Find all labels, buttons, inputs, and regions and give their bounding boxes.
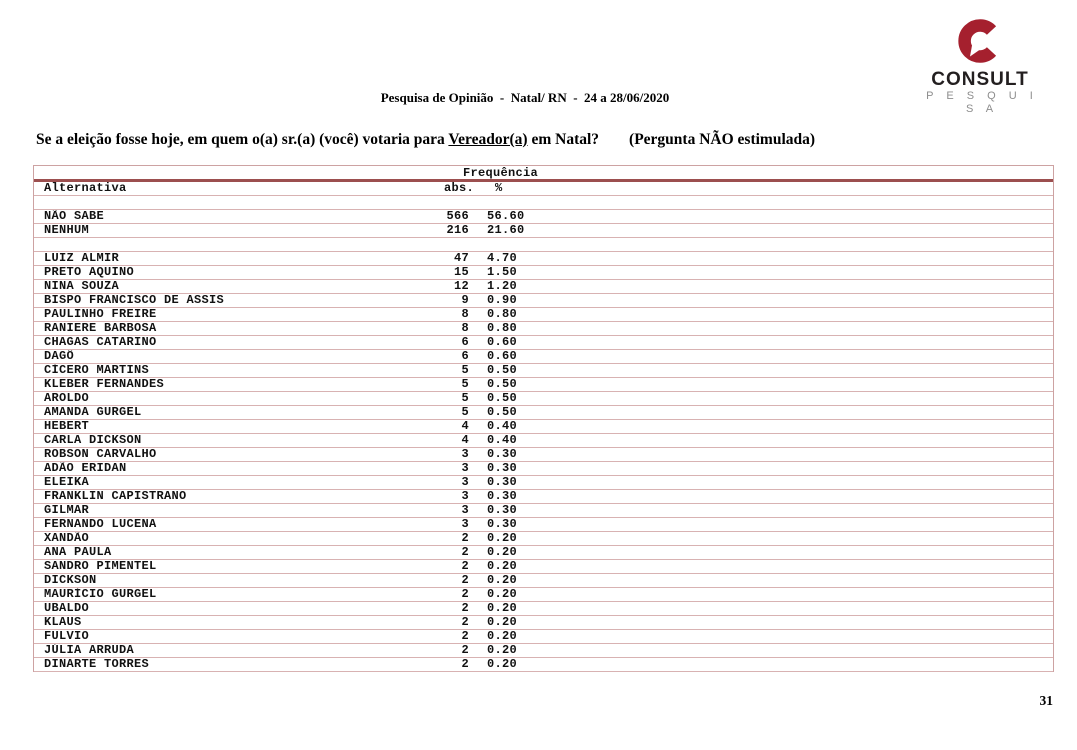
row-pct-value: 0.20 — [487, 657, 518, 671]
row-label: JÚLIA ARRUDA — [44, 644, 135, 657]
row-abs-value: 4 — [461, 419, 469, 433]
row-pct-value: 0.20 — [487, 545, 518, 559]
table-row — [34, 588, 1053, 602]
row-abs-value: 47 — [453, 251, 469, 265]
row-label: CHAGAS CATARINO — [44, 336, 157, 349]
column-group-frequencia: Frequência — [462, 165, 538, 180]
row-pct-value: 1.50 — [487, 265, 518, 279]
table-row — [34, 546, 1053, 560]
row-abs-value: 566 — [446, 209, 469, 223]
column-header-pct: % — [495, 181, 503, 195]
row-label: AROLDO — [44, 392, 90, 405]
row-pct-value: 0.60 — [487, 335, 518, 349]
table-row — [34, 238, 1053, 252]
row-pct-value: 0.20 — [487, 531, 518, 545]
row-label: ROBSON CARVALHO — [44, 448, 157, 461]
row-abs-value: 8 — [461, 321, 469, 335]
row-abs-value: 2 — [461, 531, 469, 545]
table-row — [34, 490, 1053, 504]
table-row — [34, 196, 1053, 210]
table-row — [34, 336, 1053, 350]
row-abs-value: 4 — [461, 433, 469, 447]
row-abs-value: 6 — [461, 349, 469, 363]
table-row — [34, 308, 1053, 322]
question-prefix: Se a eleição fosse hoje, em quem o(a) sr.(a) (você) votaria para — [36, 131, 449, 148]
row-pct-value: 0.60 — [487, 349, 518, 363]
row-label: ELEIKA — [44, 476, 90, 489]
row-label: PAULINHO FREIRE — [44, 308, 157, 321]
survey-question — [36, 131, 1041, 149]
row-label: ADÃO ERIDAN — [44, 462, 127, 475]
row-label: XANDÃO — [44, 532, 90, 545]
row-pct-value: 0.40 — [487, 433, 518, 447]
page-number: 31 — [1039, 693, 1053, 708]
row-abs-value: 5 — [461, 391, 469, 405]
row-label: CÍCERO MARTINS — [44, 364, 150, 377]
row-pct-value: 0.20 — [487, 629, 518, 643]
row-label: FULVIO — [44, 630, 90, 643]
row-abs-value: 2 — [461, 545, 469, 559]
speech-bubble-c-icon — [955, 14, 1005, 70]
row-label: NINA SOUZA — [44, 280, 120, 293]
table-row — [34, 630, 1053, 644]
question-office: Vereador(a) — [448, 131, 528, 148]
column-header-alternativa: Alternativa — [44, 182, 127, 195]
row-pct-value: 0.50 — [487, 391, 518, 405]
row-pct-value: 0.30 — [487, 489, 518, 503]
row-abs-value: 2 — [461, 559, 469, 573]
row-label: KLAUS — [44, 616, 82, 629]
table-row — [34, 462, 1053, 476]
row-pct-value: 0.30 — [487, 503, 518, 517]
row-abs-value: 2 — [461, 587, 469, 601]
row-abs-value: 5 — [461, 405, 469, 419]
row-pct-value: 0.40 — [487, 419, 518, 433]
row-pct-value: 0.20 — [487, 643, 518, 657]
table-row — [34, 322, 1053, 336]
table-row — [34, 224, 1053, 238]
row-label: FRANKLIN CAPISTRANO — [44, 490, 187, 503]
row-abs-value: 9 — [461, 293, 469, 307]
row-abs-value: 15 — [453, 265, 469, 279]
row-pct-value: 0.30 — [487, 461, 518, 475]
row-pct-value: 0.20 — [487, 587, 518, 601]
table-rows — [34, 196, 1053, 672]
table-row — [34, 294, 1053, 308]
row-abs-value: 2 — [461, 573, 469, 587]
row-pct-value: 0.50 — [487, 377, 518, 391]
row-abs-value: 3 — [461, 517, 469, 531]
row-pct-value: 0.20 — [487, 615, 518, 629]
row-pct-value: 56.60 — [487, 209, 525, 223]
table-row — [34, 350, 1053, 364]
row-pct-value: 21.60 — [487, 223, 525, 237]
row-label: BISPO FRANCISCO DE ASSIS — [44, 294, 225, 307]
table-row — [34, 658, 1053, 672]
row-pct-value: 0.80 — [487, 307, 518, 321]
row-label: FERNANDO LUCENA — [44, 518, 157, 531]
table-row — [34, 644, 1053, 658]
table-column-header-row — [34, 182, 1053, 196]
row-label: UBALDO — [44, 602, 90, 615]
table-row — [34, 448, 1053, 462]
row-pct-value: 4.70 — [487, 251, 518, 265]
row-pct-value: 0.20 — [487, 573, 518, 587]
row-pct-value: 0.80 — [487, 321, 518, 335]
question-suffix: em Natal? — [527, 131, 600, 148]
row-pct-value: 0.30 — [487, 447, 518, 461]
row-pct-value: 0.50 — [487, 405, 518, 419]
row-label: DINARTE TORRES — [44, 658, 150, 671]
row-abs-value: 5 — [461, 363, 469, 377]
row-label: NENHUM — [44, 224, 90, 237]
table-row — [34, 280, 1053, 294]
table-row — [34, 252, 1053, 266]
table-row — [34, 616, 1053, 630]
row-abs-value: 3 — [461, 461, 469, 475]
row-pct-value: 1.20 — [487, 279, 518, 293]
row-label: SANDRO PIMENTEL — [44, 560, 157, 573]
table-row — [34, 434, 1053, 448]
row-abs-value: 12 — [453, 279, 469, 293]
row-abs-value: 2 — [461, 629, 469, 643]
row-abs-value: 2 — [461, 615, 469, 629]
frequency-table — [33, 165, 1054, 672]
row-pct-value: 0.30 — [487, 517, 518, 531]
row-abs-value: 2 — [461, 601, 469, 615]
row-label: ANA PAULA — [44, 546, 112, 559]
consult-logo — [918, 14, 1042, 116]
row-abs-value: 3 — [461, 503, 469, 517]
row-abs-value: 2 — [461, 643, 469, 657]
row-abs-value: 8 — [461, 307, 469, 321]
question-note: (Pergunta NÃO estimulada) — [629, 131, 816, 148]
row-pct-value: 0.50 — [487, 363, 518, 377]
page-title: Pesquisa de Opinião - Natal/ RN - 24 a 28/06/2020 — [380, 90, 670, 105]
row-label: NÃO SABE — [44, 210, 105, 223]
table-row — [34, 210, 1053, 224]
row-label: GILMAR — [44, 504, 90, 517]
table-row — [34, 602, 1053, 616]
row-label: KLEBER FERNANDES — [44, 378, 165, 391]
row-label: RANIERE BARBOSA — [44, 322, 157, 335]
row-abs-value: 3 — [461, 475, 469, 489]
table-row — [34, 518, 1053, 532]
table-row — [34, 392, 1053, 406]
table-row — [34, 574, 1053, 588]
row-label: DICKSON — [44, 574, 97, 587]
row-abs-value: 6 — [461, 335, 469, 349]
row-pct-value: 0.20 — [487, 559, 518, 573]
table-row — [34, 378, 1053, 392]
logo-subtitle: P E S Q U I S A — [926, 90, 1038, 115]
row-pct-value: 0.90 — [487, 293, 518, 307]
logo-name: CONSULT — [931, 69, 1029, 90]
row-abs-value: 2 — [461, 657, 469, 671]
row-pct-value: 0.30 — [487, 475, 518, 489]
row-abs-value: 3 — [461, 447, 469, 461]
table-row — [34, 476, 1053, 490]
row-label: PRETO AQUINO — [44, 266, 135, 279]
row-label: CARLA DICKSON — [44, 434, 142, 447]
table-row — [34, 504, 1053, 518]
row-abs-value: 5 — [461, 377, 469, 391]
row-label: DAGÔ — [44, 350, 75, 363]
row-label: AMANDA GURGEL — [44, 406, 142, 419]
row-abs-value: 3 — [461, 489, 469, 503]
table-row — [34, 406, 1053, 420]
row-label: MAURÍCIO GURGEL — [44, 588, 157, 601]
row-label: LUIZ ALMIR — [44, 252, 120, 265]
table-row — [34, 420, 1053, 434]
row-pct-value: 0.20 — [487, 601, 518, 615]
column-header-abs: abs. — [444, 181, 475, 195]
row-label: HEBERT — [44, 420, 90, 433]
table-row — [34, 266, 1053, 280]
table-header-group-row — [34, 166, 1053, 182]
row-abs-value: 216 — [446, 223, 469, 237]
table-row — [34, 364, 1053, 378]
table-row — [34, 560, 1053, 574]
table-row — [34, 532, 1053, 546]
